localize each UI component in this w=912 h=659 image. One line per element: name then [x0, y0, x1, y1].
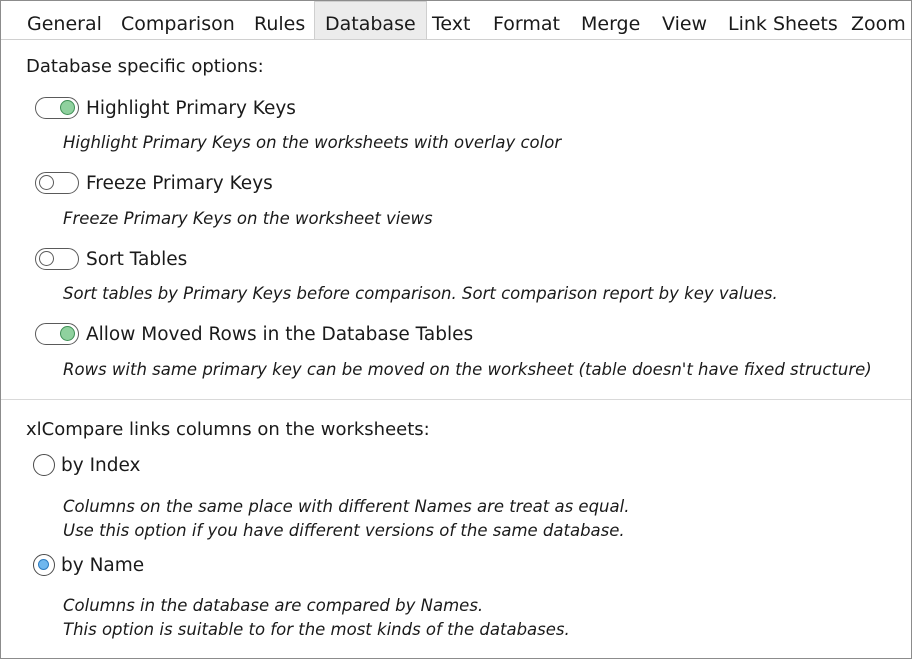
link-by-name-label[interactable]: by Name — [61, 554, 145, 576]
freeze-primary-keys-toggle[interactable] — [35, 172, 79, 194]
sort-tables-label[interactable]: Sort Tables — [86, 248, 188, 270]
highlight-primary-keys-description: Highlight Primary Keys on the worksheets with overlay color — [63, 133, 562, 152]
tab-database[interactable]: Database — [314, 1, 427, 39]
tab-link-sheets[interactable]: Link Sheets — [728, 13, 838, 35]
tab-view[interactable]: View — [662, 13, 708, 35]
highlight-primary-keys-toggle[interactable] — [35, 97, 79, 119]
highlight-primary-keys-option — [35, 95, 296, 121]
tab-rules[interactable]: Rules — [254, 13, 306, 35]
tab-merge[interactable]: Merge — [581, 13, 641, 35]
highlight-primary-keys-label[interactable]: Highlight Primary Keys — [86, 97, 296, 119]
link-columns-heading: xlCompare links columns on the worksheets: — [26, 419, 430, 440]
toggle-knob — [60, 326, 75, 341]
allow-moved-rows-description: Rows with same primary key can be moved on the worksheet (table doesn't have fixed structure) — [63, 360, 872, 379]
link-by-index-label[interactable]: by Index — [61, 454, 141, 476]
sort-tables-option — [35, 246, 187, 272]
allow-moved-rows-label[interactable]: Allow Moved Rows in the Database Tables — [86, 323, 474, 345]
tab-format[interactable]: Format — [493, 13, 560, 35]
link-by-index-description-line-1: Columns on the same place with different Names are treat as equal. — [63, 497, 630, 516]
allow-moved-rows-toggle[interactable] — [35, 323, 79, 345]
link-by-name-description-line-2: This option is suitable to for the most kinds of the databases. — [63, 620, 570, 639]
freeze-primary-keys-label[interactable]: Freeze Primary Keys — [86, 172, 273, 194]
toggle-knob — [39, 251, 54, 266]
sort-tables-toggle[interactable] — [35, 248, 79, 270]
tab-text[interactable]: Text — [432, 13, 471, 35]
freeze-primary-keys-option — [35, 170, 273, 196]
link-by-index-option — [33, 452, 141, 478]
link-by-name-option — [33, 552, 144, 578]
sort-tables-description: Sort tables by Primary Keys before comparison. Sort comparison report by key values. — [63, 284, 778, 303]
database-options-heading: Database specific options: — [26, 56, 264, 77]
options-tab-bar — [1, 1, 911, 40]
radio-selected-dot — [38, 559, 49, 570]
toggle-knob — [39, 175, 54, 190]
tab-zoom[interactable]: Zoom — [851, 13, 906, 35]
tab-comparison[interactable]: Comparison — [121, 13, 235, 35]
tab-general[interactable]: General — [27, 13, 102, 35]
link-by-index-description-line-2: Use this option if you have different versions of the same database. — [63, 521, 625, 540]
toggle-knob — [60, 100, 75, 115]
link-by-name-radio[interactable] — [33, 554, 55, 576]
section-divider — [1, 399, 911, 400]
allow-moved-rows-option — [35, 321, 473, 347]
freeze-primary-keys-description: Freeze Primary Keys on the worksheet views — [63, 209, 433, 228]
link-by-index-radio[interactable] — [33, 454, 55, 476]
link-by-name-description-line-1: Columns in the database are compared by Names. — [63, 596, 484, 615]
